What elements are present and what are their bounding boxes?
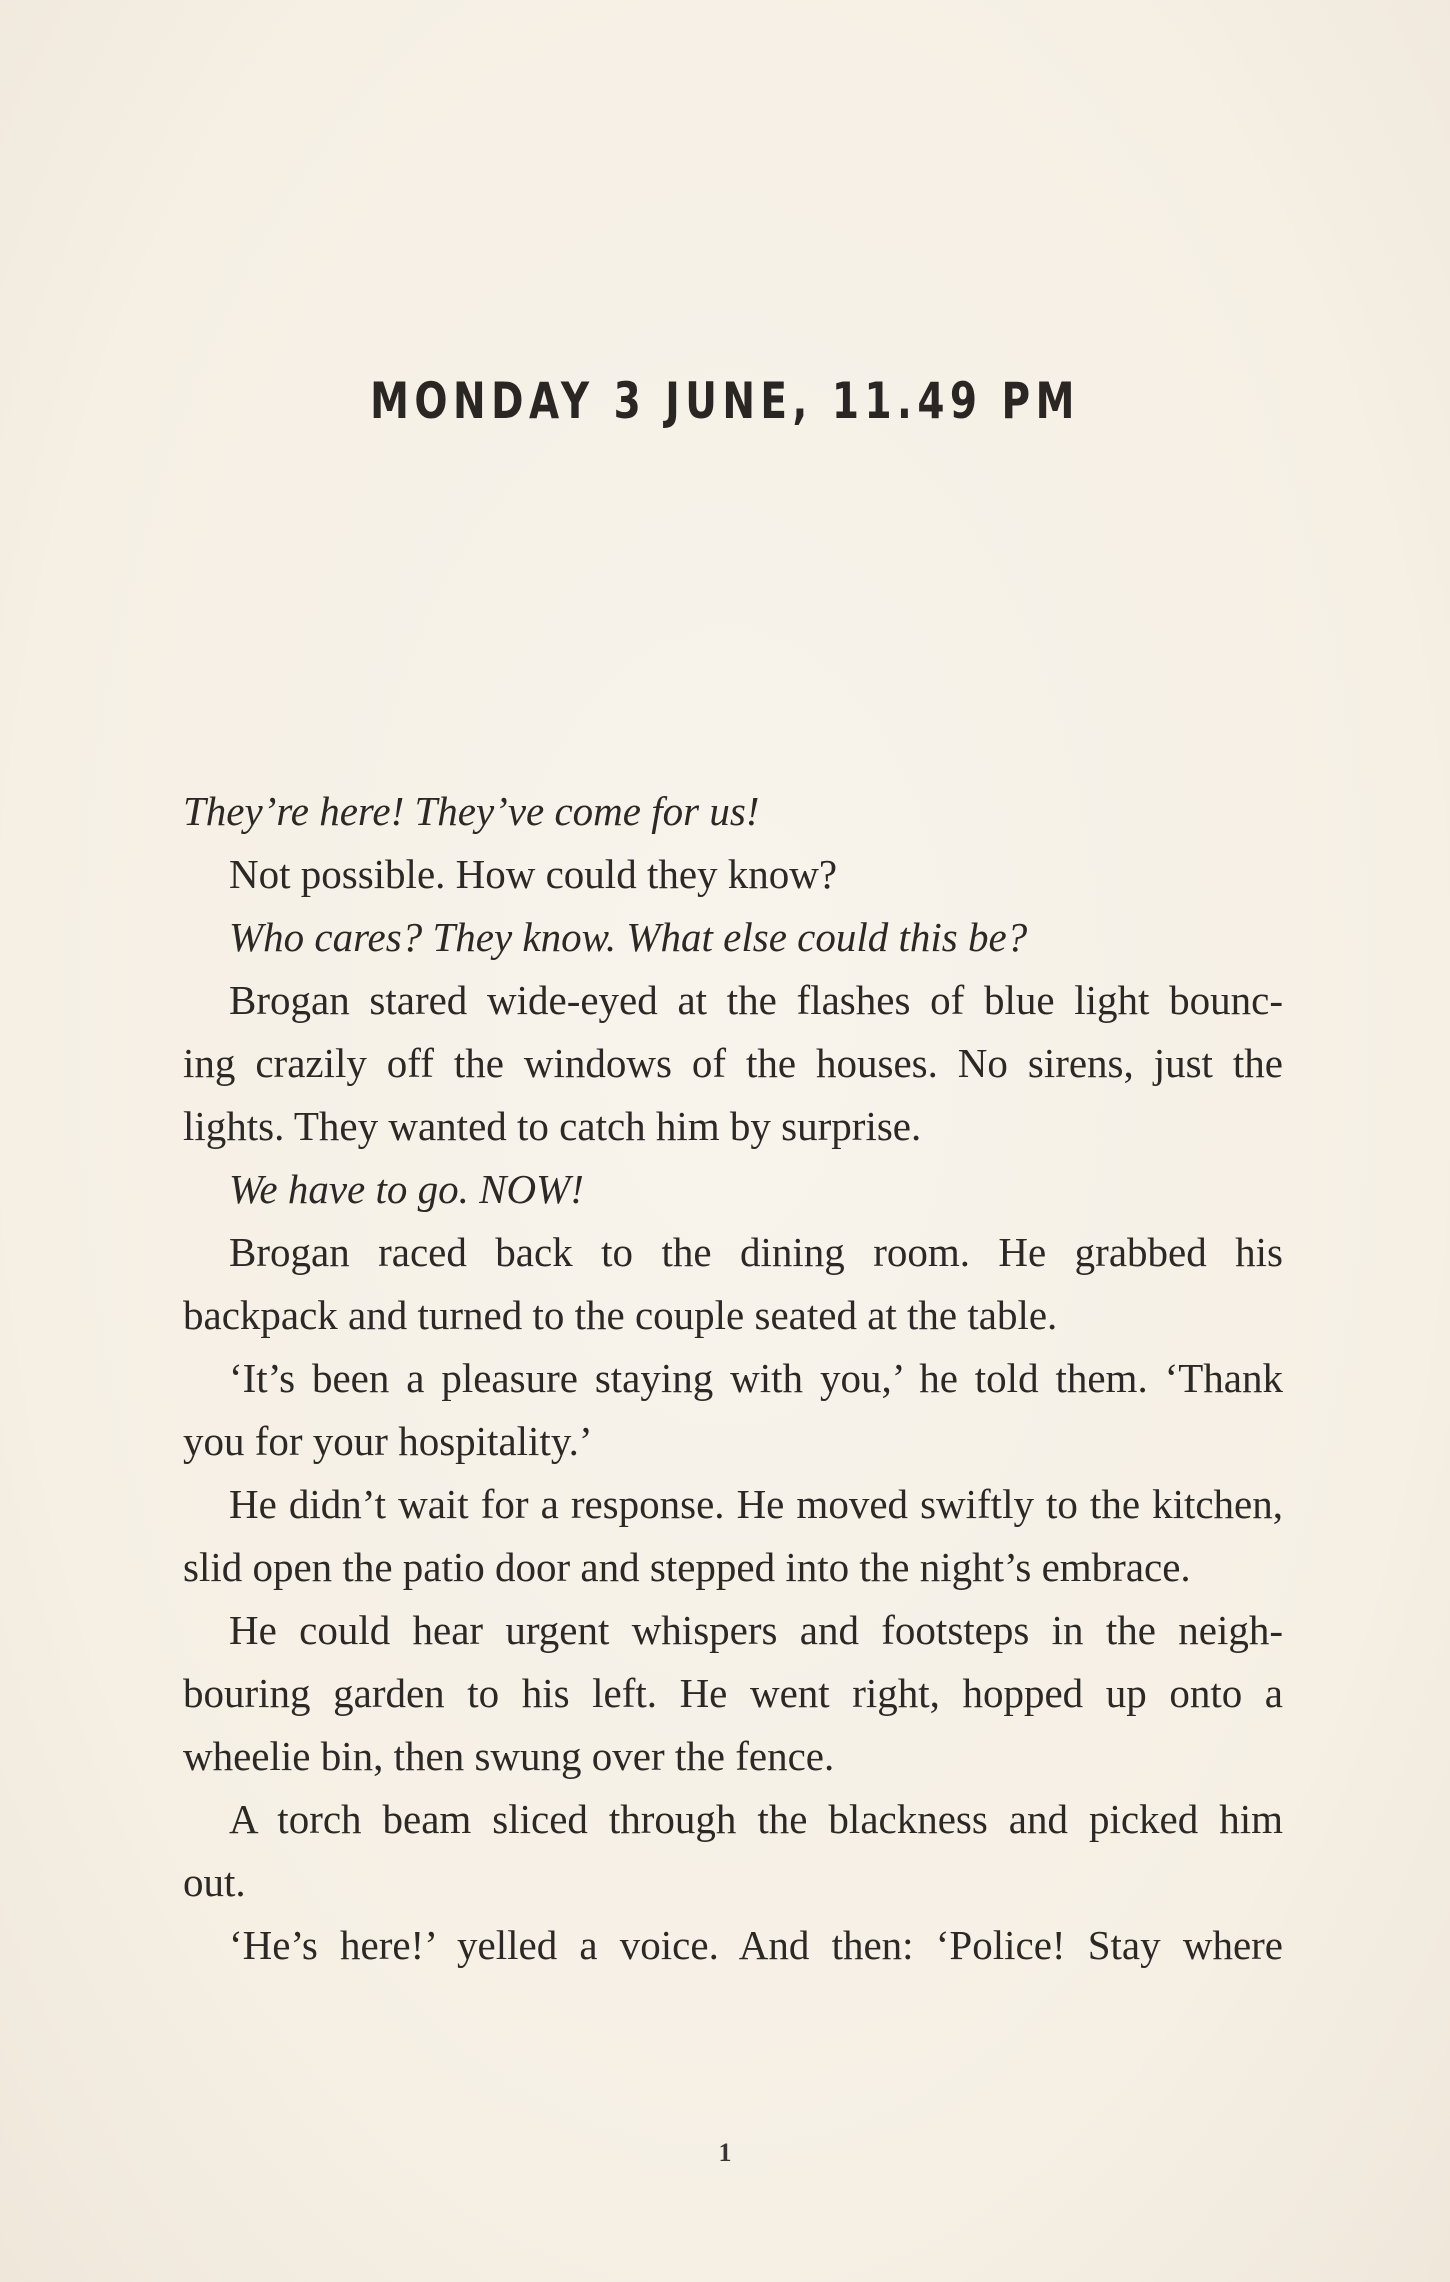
text-line: wheelie bin, then swung over the fence.: [183, 1733, 835, 1779]
text-line-italic: Who cares? They know. What else could this be?: [229, 914, 1028, 960]
body-text: [183, 780, 1283, 1977]
text-line: Brogan stared wide-eyed at the flashes of blue light bounc-: [229, 977, 1283, 1023]
text-line: ‘It’s been a pleasure staying with you,’ he told them. ‘Thank: [229, 1355, 1283, 1401]
text-line: out.: [183, 1859, 246, 1905]
page-number: 1: [718, 2138, 732, 2167]
text-line: ing crazily off the windows of the houses. No sirens, just the: [183, 1040, 1283, 1086]
text-line: you for your hospitality.’: [183, 1418, 593, 1464]
chapter-heading: MONDAY 3 JUNE, 11.49 PM: [370, 372, 1080, 430]
text-line: ‘He’s here!’ yelled a voice. And then: ‘Police! Stay where: [229, 1922, 1283, 1968]
text-line: A torch beam sliced through the blackness and picked him: [229, 1796, 1283, 1842]
text-line: lights. They wanted to catch him by surprise.: [183, 1103, 922, 1149]
text-line-italic: We have to go. NOW!: [229, 1166, 584, 1212]
text-line: Brogan raced back to the dining room. He grabbed his: [229, 1229, 1283, 1275]
text-line-italic: They’re here! They’ve come for us!: [183, 788, 760, 834]
text-line: backpack and turned to the couple seated at the table.: [183, 1292, 1058, 1338]
text-line: bouring garden to his left. He went right, hopped up onto a: [183, 1670, 1283, 1716]
text-line: He could hear urgent whispers and footsteps in the neigh-: [229, 1607, 1283, 1653]
text-line: slid open the patio door and stepped into the night’s embrace.: [183, 1544, 1191, 1590]
text-line: He didn’t wait for a response. He moved swiftly to the kitchen,: [229, 1481, 1283, 1527]
text-line: Not possible. How could they know?: [229, 851, 838, 897]
